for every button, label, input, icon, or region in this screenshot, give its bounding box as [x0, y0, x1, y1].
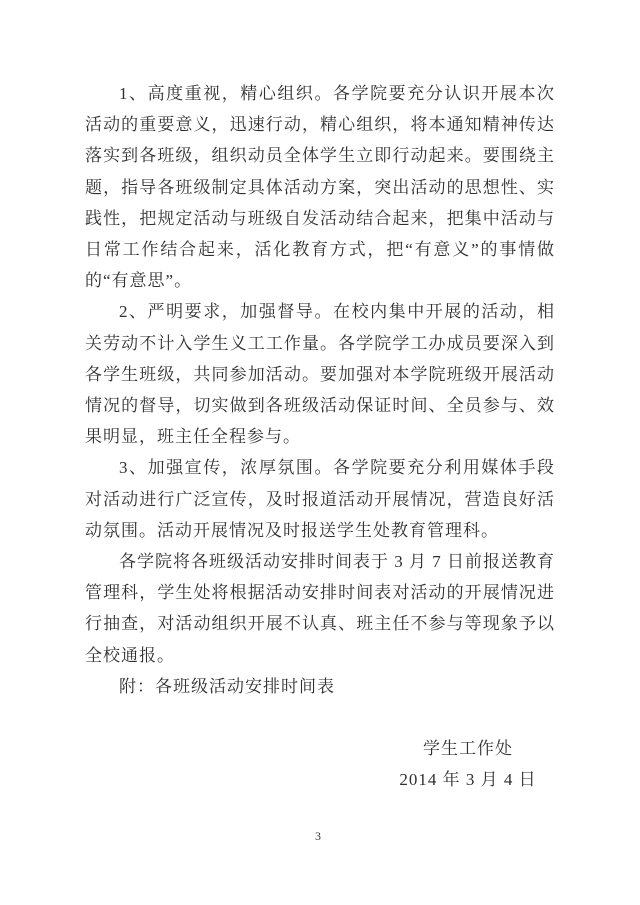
attachment-note: 附：各班级活动安排时间表: [119, 676, 335, 696]
paragraph-reporting-requirement: 各学院将各班级活动安排时间表于 3 月 7 日前报送教育管理科，学生处将根据活动安排时间表对活动的开展情况进行抽查，对活动组织开展不认真、班主任不参与等现象予以全校通报。: [85, 552, 555, 665]
paragraph-item-2: 2、严明要求，加强督导。在校内集中开展的活动，相关劳动不计入学生义工工作量。各学院学工办成员要深入到各学生班级，共同参加活动。要加强对本学院班级开展活动情况的督导，切实做到各班级活动保证时间、全员参与、效果明显，班主任全程参与。: [85, 302, 555, 447]
signature-date: 2014 年 3 月 4 日: [399, 770, 537, 790]
paragraph-item-3: 3、加强宣传，浓厚氛围。各学院要充分利用媒体手段对活动进行广泛宣传，及时报道活动开展情况，营造良好活动氛围。活动开展情况及时报送学生处教育管理科。: [85, 458, 555, 540]
signature-department: 学生工作处: [423, 739, 513, 759]
paragraph-item-1: 1、高度重视，精心组织。各学院要充分认识开展本次活动的重要意义，迅速行动，精心组织，将本通知精神传达落实到各班级，组织动员全体学生立即行动起来。要围绕主题，指导各班级制定具体活动方案，突出活动的思想性、实践性，把规定活动与班级自发活动结合起来，把集中活动与日常工作结合起来，活化教育方式，把“有意义”的事情做的“有意思”。: [85, 84, 555, 291]
page-number: 3: [315, 829, 321, 843]
document-body: [85, 78, 555, 796]
signature-block: [393, 733, 543, 795]
